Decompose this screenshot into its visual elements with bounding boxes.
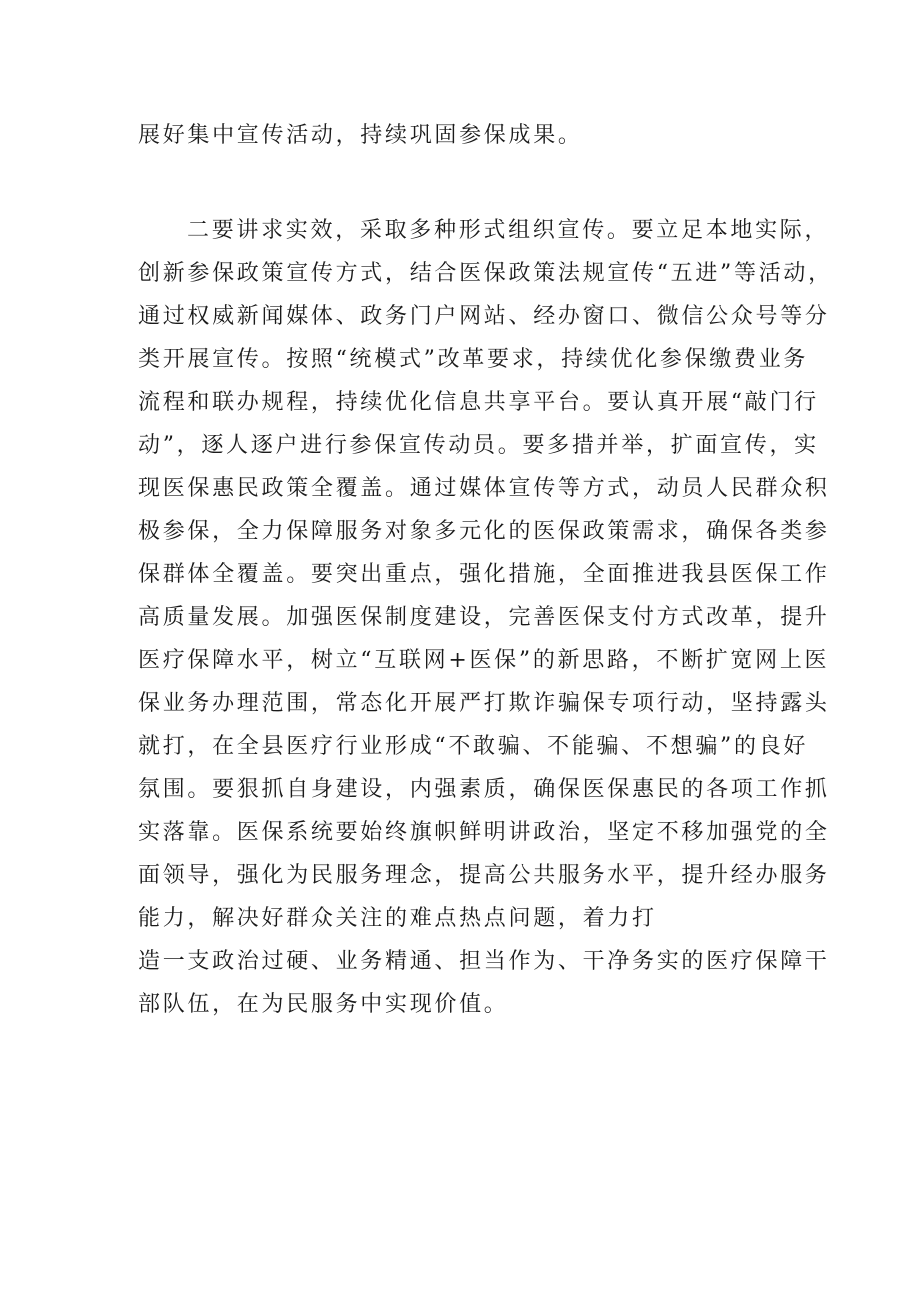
paragraph2-line-1: 二要讲求实效，采取多种形式组织宣传。要立足本地实际，: [187, 218, 830, 243]
paragraph2-line-2: 创新参保政策宣传方式，结合医保政策法规宣传“五进”等活动，: [138, 261, 833, 286]
paragraph2-line-17: 能力，解决好群众关注的难点热点问题，着力打: [138, 906, 657, 931]
paragraph2-line-19: 部队伍，在为民服务中实现价值。: [138, 992, 509, 1017]
paragraph2-line-16: 面领导，强化为民服务理念，提高公共服务水平，提升经办服务: [138, 863, 830, 888]
paragraph2-line-9: 保群体全覆盖。要突出重点，强化措施，全面推进我县医保工作: [138, 562, 830, 587]
paragraph2-line-8: 极参保，全力保障服务对象多元化的医保政策需求，确保各类参: [138, 519, 830, 544]
paragraph2-line-6: 动”，逐人逐户进行参保宣传动员。要多措并举，扩面宣传，实: [138, 433, 819, 458]
paragraph2-line-12: 保业务办理范围，常态化开展严打欺诈骗保专项行动，坚持露头: [138, 691, 830, 716]
paragraph2-line-15: 实落靠。医保系统要始终旗帜鲜明讲政治，坚定不移加强党的全: [138, 820, 830, 845]
paragraph2-line-13: 就打，在全县医疗行业形成“不敢骗、不能骗、不想骗”的良好: [138, 734, 809, 759]
paragraph2-line-5: 流程和联办规程，持续优化信息共享平台。要认真开展“敲门行: [138, 390, 819, 415]
paragraph2-line-11: 医疗保障水平，树立“互联网+医保”的新思路，不断扩宽网上医: [138, 648, 830, 673]
paragraph2-line-3: 通过权威新闻媒体、政务门户网站、经办窗口、微信公众号等分: [138, 304, 830, 329]
paragraph2-line-4: 类开展宣传。按照“统模式”改革要求，持续优化参保缴费业务: [138, 347, 809, 372]
paragraph2-line-14: 氛围。要狠抓自身建设，内强素质，确保医保惠民的各项工作抓: [138, 777, 830, 802]
paragraph2-line-10: 高质量发展。加强医保制度建设，完善医保支付方式改革，提升: [138, 605, 830, 630]
paragraph2-line-18: 造一支政治过硬、业务精通、担当作为、干净务实的医疗保障干: [138, 949, 830, 974]
paragraph1-line-1: 展好集中宣传活动，持续巩固参保成果。: [138, 123, 583, 148]
paragraph2-line-7: 现医保惠民政策全覆盖。通过媒体宣传等方式，动员人民群众积: [138, 476, 830, 501]
